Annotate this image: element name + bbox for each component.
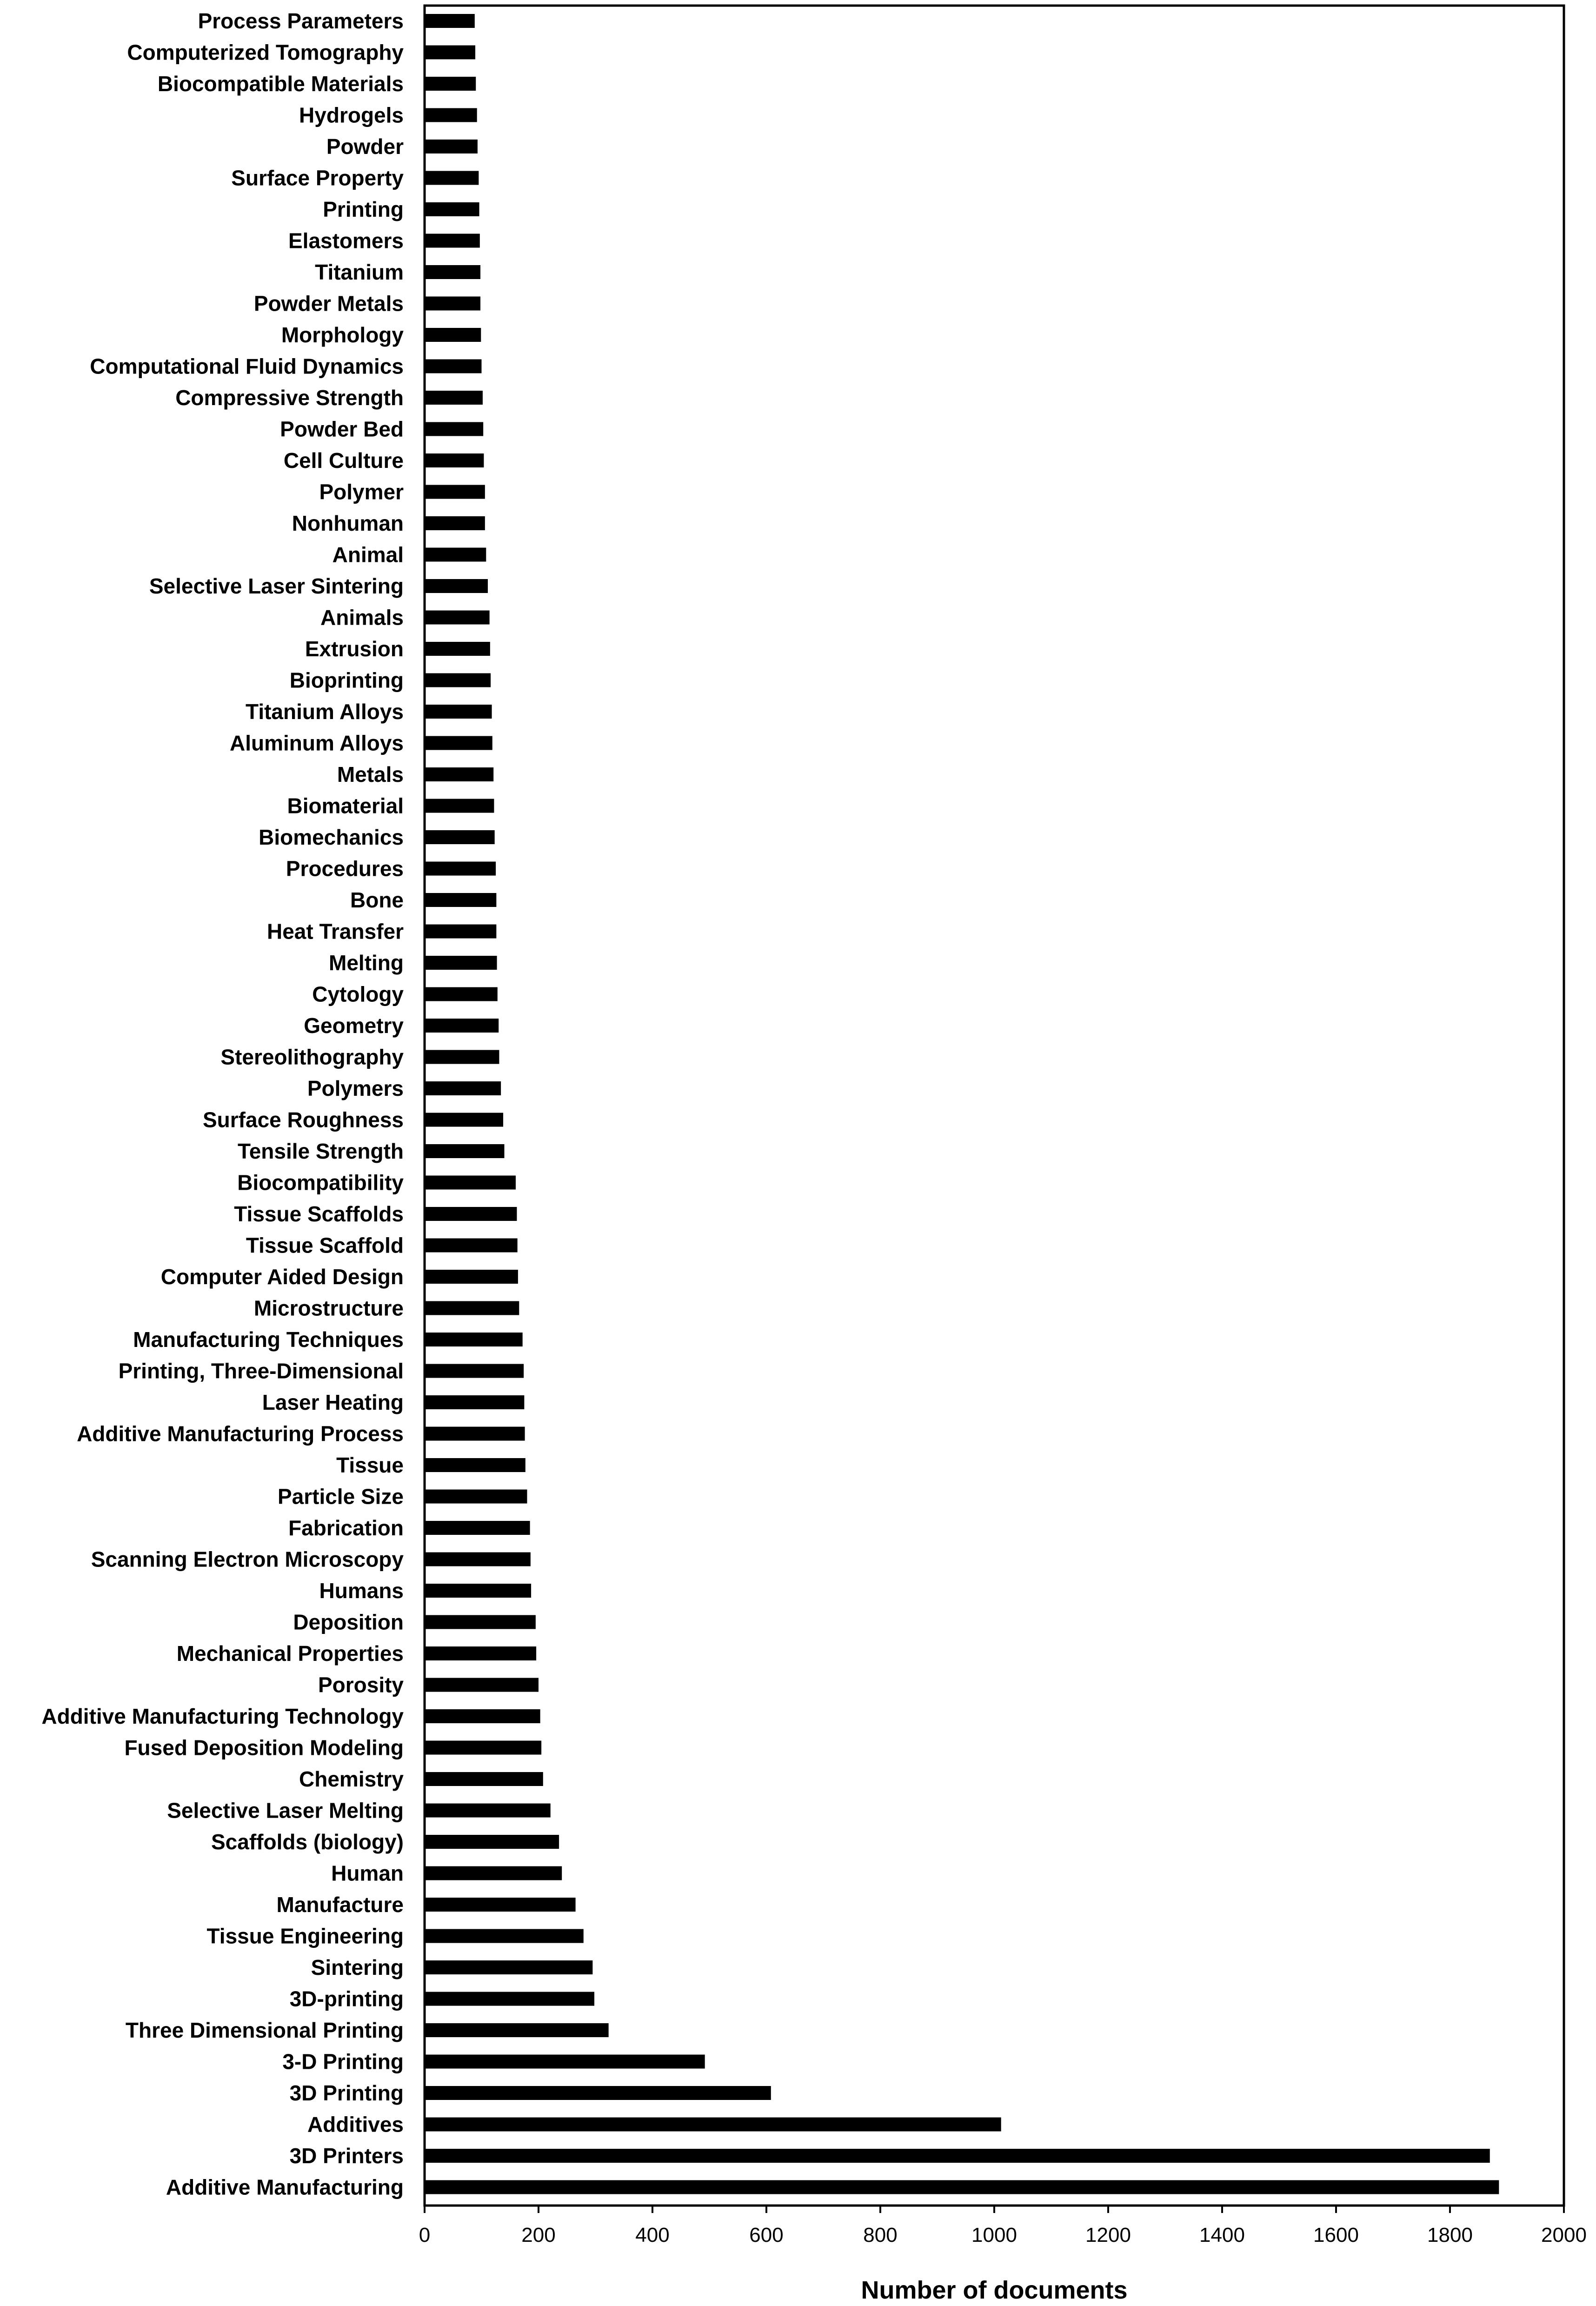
category-label: Nonhuman	[292, 511, 404, 535]
category-label: 3D Printers	[289, 2144, 404, 2168]
category-label: Compressive Strength	[175, 386, 404, 410]
category-label: Human	[331, 1861, 404, 1886]
bar	[425, 1490, 527, 1504]
bar	[425, 705, 492, 719]
category-label: Computerized Tomography	[127, 40, 404, 65]
x-tick-label: 200	[521, 2224, 556, 2246]
x-axis-ticks-group	[419, 2206, 1587, 2246]
category-label: Printing, Three-Dimensional	[118, 1359, 404, 1383]
category-label: Surface Property	[231, 166, 404, 190]
bar	[425, 1113, 503, 1127]
category-label: Surface Roughness	[203, 1107, 404, 1132]
category-label: Humans	[319, 1579, 404, 1603]
category-label: Scanning Electron Microscopy	[91, 1547, 404, 1572]
bar	[425, 1553, 531, 1566]
category-label: 3D-printing	[289, 1986, 404, 2011]
category-label: Hydrogels	[299, 103, 404, 127]
category-label: Metals	[337, 762, 404, 786]
x-tick-label: 2000	[1541, 2224, 1587, 2246]
category-label: Heat Transfer	[266, 919, 404, 944]
bar	[425, 1741, 541, 1755]
category-label: Stereolithography	[220, 1045, 404, 1069]
bar	[425, 171, 479, 185]
category-label: Bone	[350, 888, 404, 912]
category-label: Extrusion	[305, 637, 404, 661]
bar	[425, 108, 477, 122]
bar	[425, 642, 490, 656]
category-label: Powder	[326, 134, 404, 159]
category-label: Computational Fluid Dynamics	[90, 354, 404, 379]
category-label: Cell Culture	[283, 448, 404, 473]
category-label: Biomechanics	[259, 825, 404, 849]
x-tick-label: 1800	[1427, 2224, 1473, 2246]
bar	[425, 956, 497, 970]
category-label: Powder Bed	[280, 417, 404, 441]
bar	[425, 1395, 524, 1409]
bar	[425, 1364, 524, 1378]
category-label: Polymers	[307, 1076, 404, 1100]
category-label: Process Parameters	[198, 9, 404, 33]
category-label: Tissue	[336, 1453, 404, 1477]
bar	[425, 925, 496, 939]
bars-group	[425, 14, 1499, 2194]
bar	[425, 1427, 525, 1441]
category-label: Polymer	[319, 480, 404, 504]
bar	[425, 1458, 525, 1472]
bar	[425, 328, 481, 342]
bar	[425, 1678, 539, 1692]
bar	[425, 1709, 540, 1723]
x-tick-label: 1400	[1199, 2224, 1245, 2246]
bar	[425, 799, 494, 813]
bar	[425, 485, 485, 499]
bar	[425, 202, 479, 216]
bar	[425, 1301, 519, 1315]
bar	[425, 2055, 705, 2069]
bar	[425, 453, 484, 467]
category-label: Printing	[323, 197, 404, 221]
bar	[425, 1019, 499, 1033]
bar	[425, 1144, 505, 1158]
bar	[425, 2118, 1001, 2132]
bar	[425, 1992, 594, 2006]
category-label: Animal	[332, 542, 404, 567]
category-label: Titanium	[315, 260, 404, 284]
category-label: Additives	[307, 2112, 404, 2137]
bar	[425, 548, 486, 562]
category-label: Deposition	[293, 1610, 404, 1634]
bar	[425, 140, 478, 153]
category-label: Tissue Engineering	[206, 1924, 404, 1948]
category-label: Bioprinting	[289, 668, 404, 693]
category-label: Powder Metals	[253, 291, 404, 316]
bar	[425, 2149, 1490, 2163]
category-label: Computer Aided Design	[160, 1265, 404, 1289]
bar	[425, 1176, 516, 1190]
bar	[425, 1646, 536, 1660]
category-label: Manufacturing Techniques	[133, 1327, 404, 1352]
bar	[425, 611, 490, 625]
bar	[425, 1772, 543, 1786]
category-label: 3-D Printing	[282, 2049, 404, 2074]
bar	[425, 2086, 771, 2100]
bar	[425, 46, 475, 60]
bar	[425, 391, 483, 405]
bar	[425, 1270, 518, 1284]
bar	[425, 1081, 501, 1095]
bar	[425, 893, 496, 907]
bar	[425, 77, 476, 91]
category-label: Microstructure	[253, 1296, 404, 1320]
x-tick-label: 1000	[971, 2224, 1017, 2246]
bar	[425, 360, 482, 373]
category-label: Tissue Scaffolds	[234, 1202, 404, 1226]
bar	[425, 862, 496, 876]
plot-area-frame	[425, 6, 1564, 2206]
category-label: Cytology	[312, 982, 404, 1006]
bar	[425, 1898, 576, 1912]
bar	[425, 1615, 536, 1629]
bar	[425, 736, 492, 750]
category-label: Geometry	[304, 1013, 404, 1038]
category-label: Tensile Strength	[238, 1139, 404, 1163]
bar	[425, 2180, 1499, 2194]
category-label: Melting	[329, 951, 404, 975]
bar	[425, 14, 475, 28]
x-tick-label: 1200	[1085, 2224, 1131, 2246]
bar	[425, 234, 480, 248]
bar	[425, 830, 495, 844]
category-label: Titanium Alloys	[246, 700, 404, 724]
bar	[425, 673, 491, 687]
bar	[425, 767, 493, 781]
x-tick-label: 800	[863, 2224, 898, 2246]
category-label: Additive Manufacturing Process	[77, 1421, 404, 1446]
category-label: Additive Manufacturing	[166, 2175, 404, 2199]
category-label: Biomaterial	[287, 793, 404, 818]
bar	[425, 1239, 518, 1253]
bar	[425, 1960, 592, 1974]
category-label: Additive Manufacturing Technology	[41, 1704, 404, 1728]
bar	[425, 1521, 530, 1535]
category-label: Morphology	[281, 323, 404, 347]
bar	[425, 1584, 531, 1598]
category-label: Elastomers	[288, 228, 404, 253]
category-label: Procedures	[286, 856, 404, 881]
category-label: Porosity	[318, 1673, 404, 1697]
bar	[425, 1835, 559, 1849]
category-label: Particle Size	[277, 1484, 404, 1509]
category-label: 3D Printing	[289, 2081, 404, 2105]
category-label: Scaffolds (biology)	[211, 1830, 404, 1854]
bar	[425, 987, 498, 1001]
bar	[425, 1929, 584, 1943]
bar	[425, 1804, 551, 1818]
category-label: Sintering	[311, 1955, 404, 1979]
x-tick-label: 1600	[1313, 2224, 1359, 2246]
bar	[425, 516, 485, 530]
category-labels-group	[41, 9, 404, 2199]
category-label: Biocompatibility	[237, 1170, 404, 1195]
x-tick-label: 0	[419, 2224, 431, 2246]
category-label: Fabrication	[288, 1516, 404, 1540]
x-axis-title: Number of documents	[861, 2276, 1128, 2304]
bar	[425, 1050, 499, 1064]
bar	[425, 1866, 562, 1880]
bar	[425, 422, 483, 436]
category-label: Chemistry	[299, 1767, 404, 1791]
category-label: Aluminum Alloys	[230, 731, 404, 755]
category-label: Laser Heating	[262, 1390, 404, 1414]
category-label: Mechanical Properties	[176, 1641, 404, 1666]
x-tick-label: 400	[635, 2224, 670, 2246]
category-label: Selective Laser Sintering	[149, 574, 404, 598]
x-tick-label: 600	[749, 2224, 784, 2246]
category-label: Three Dimensional Printing	[125, 2018, 404, 2042]
bar	[425, 1333, 523, 1346]
category-label: Animals	[320, 605, 404, 630]
category-label: Biocompatible Materials	[157, 72, 404, 96]
bar	[425, 297, 480, 311]
category-label: Fused Deposition Modeling	[124, 1735, 404, 1760]
category-label: Manufacture	[276, 1893, 404, 1917]
bar	[425, 1207, 517, 1221]
bar	[425, 265, 480, 279]
category-label: Selective Laser Melting	[167, 1798, 404, 1823]
bar	[425, 2023, 609, 2037]
bar	[425, 579, 488, 593]
category-label: Tissue Scaffold	[246, 1233, 404, 1258]
